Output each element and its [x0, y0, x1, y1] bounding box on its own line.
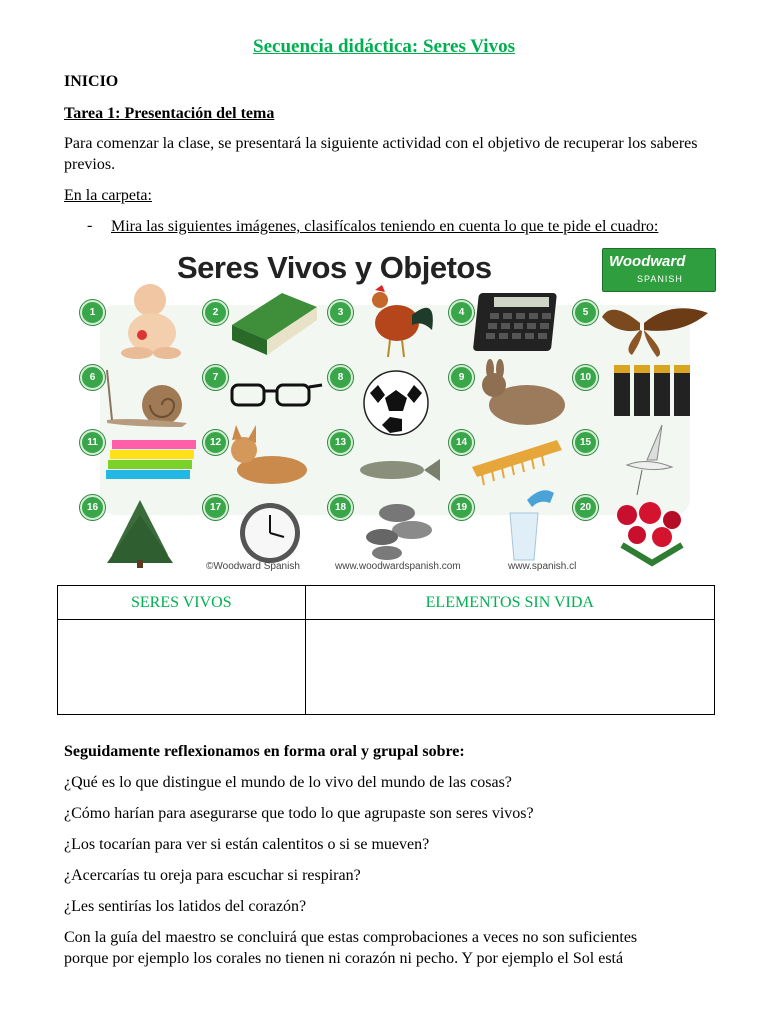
number-badge: 4	[449, 300, 474, 325]
conclusion-line-2: porque por ejemplo los corales no tienen ni corazón ni pecho. Y por ejemplo el Sol está	[64, 950, 624, 967]
number-badge: 17	[203, 495, 228, 520]
cell-elementos-sin-vida[interactable]	[305, 620, 714, 715]
stones-icon	[366, 504, 432, 560]
classification-table	[57, 585, 715, 715]
collage-title: Seres Vivos y Objetos	[177, 250, 492, 285]
conclusion-line-1: Con la guía del maestro se concluirá que estas comprobaciones a veces no son suficientes	[64, 929, 638, 946]
instruction-text: Mira las siguientes imágenes, clasifícalos teniendo en cuenta lo que te pide el cuadro:	[111, 218, 659, 235]
tree-icon	[107, 500, 173, 568]
document-title: Secuencia didáctica: Seres Vivos	[253, 36, 515, 57]
comb-icon	[472, 440, 562, 485]
highlighters-icon	[106, 440, 196, 479]
number-badge: 3	[328, 300, 353, 325]
number-badge: 7	[203, 365, 228, 390]
snail-icon	[107, 370, 187, 427]
question-2: ¿Cómo harían para asegurarse que todo lo que agrupaste son seres vivos?	[64, 805, 534, 822]
header-elementos-sin-vida: ELEMENTOS SIN VIDA	[305, 586, 714, 620]
number-badge: 16	[80, 495, 105, 520]
logo-bottom-text: SPANISH	[637, 274, 683, 284]
number-badge: 19	[449, 495, 474, 520]
rooster-icon	[372, 285, 433, 357]
batteries-icon	[614, 365, 690, 416]
book-icon	[232, 293, 317, 355]
question-4: ¿Acercarías tu oreja para escuchar si respiran?	[64, 867, 361, 884]
number-badge: 14	[449, 430, 474, 455]
number-badge: 2	[203, 300, 228, 325]
water-glass-icon	[510, 490, 554, 560]
carpeta-label: En la carpeta:	[64, 187, 152, 204]
number-badge: 20	[573, 495, 598, 520]
roses-icon	[617, 502, 682, 563]
logo-top-text: Woodward	[609, 253, 686, 270]
section-heading: INICIO	[64, 73, 119, 90]
image-website-cl: www.spanish.cl	[508, 561, 577, 572]
image-credit: ©Woodward Spanish	[206, 561, 300, 572]
glasses-icon	[232, 385, 322, 405]
collage-illustrations	[72, 245, 712, 577]
task-heading: Tarea 1: Presentación del tema	[64, 105, 275, 122]
dog-icon	[231, 425, 307, 484]
bullet-dash: -	[87, 217, 93, 234]
question-1: ¿Qué es lo que distingue el mundo de lo vivo del mundo de las cosas?	[64, 774, 512, 791]
number-badge: 11	[80, 430, 105, 455]
number-badge: 9	[449, 365, 474, 390]
question-3: ¿Los tocarían para ver si están calentitos o si se mueven?	[64, 836, 430, 853]
soccer-ball-icon	[364, 371, 428, 435]
baby-icon	[121, 284, 181, 359]
question-5: ¿Les sentirías los latidos del corazón?	[64, 898, 307, 915]
reflection-heading: Seguidamente reflexionamos en forma oral y grupal sobre:	[64, 743, 465, 760]
number-badge: 8	[328, 365, 353, 390]
number-badge: 18	[328, 495, 353, 520]
number-badge: 6	[80, 365, 105, 390]
number-badge: 13	[328, 430, 353, 455]
clock-icon	[240, 503, 300, 563]
fish-icon	[360, 459, 440, 481]
calculator-icon	[473, 293, 557, 351]
seagull-icon	[627, 425, 672, 495]
rabbit-icon	[482, 359, 565, 425]
header-seres-vivos: SERES VIVOS	[58, 586, 306, 620]
number-badge: 10	[573, 365, 598, 390]
seres-vivos-objetos-image	[72, 245, 712, 577]
number-badge: 5	[573, 300, 598, 325]
intro-paragraph: Para comenzar la clase, se presentará la siguiente actividad con el objetivo de recuperar los saberes previos.	[64, 135, 698, 173]
image-website: www.woodwardspanish.com	[335, 561, 461, 572]
butterfly-icon	[602, 308, 708, 357]
cell-seres-vivos[interactable]	[58, 620, 306, 715]
number-badge: 12	[203, 430, 228, 455]
number-badge: 1	[80, 300, 105, 325]
number-badge: 15	[573, 430, 598, 455]
